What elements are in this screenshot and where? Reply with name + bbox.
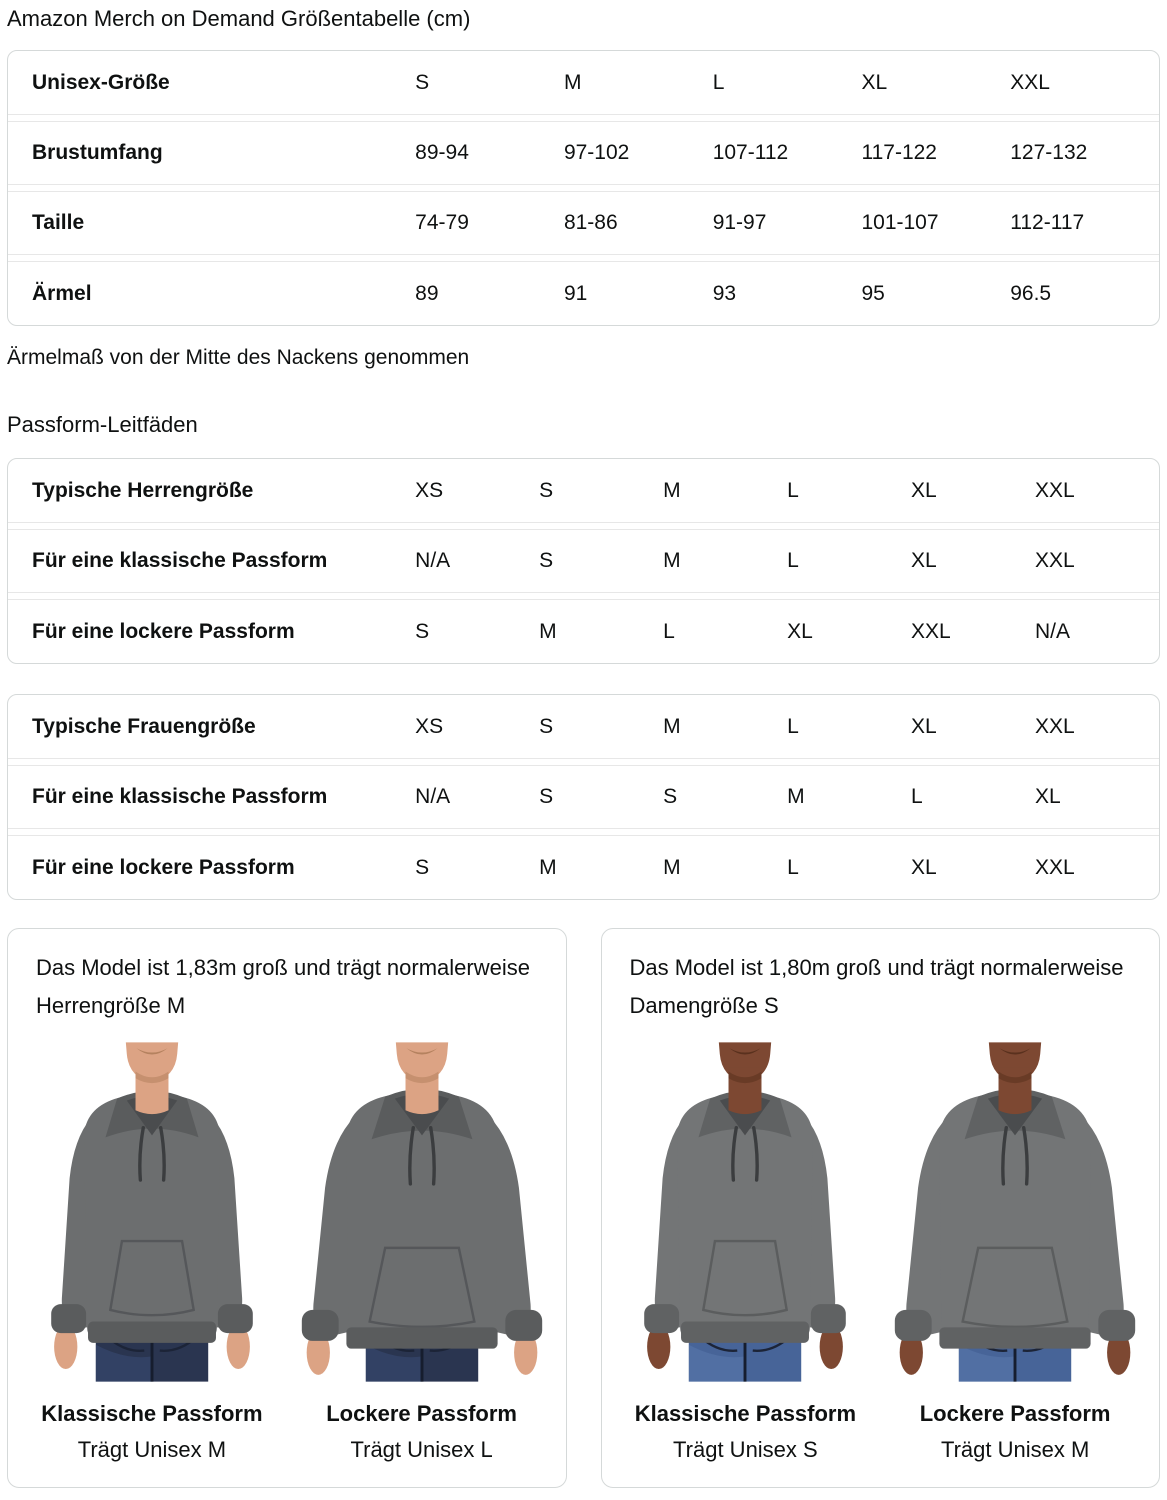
- sleeve-measure-note: Ärmelmaß von der Mitte des Nackens genommen: [7, 346, 470, 369]
- cell: XXL: [1035, 549, 1075, 572]
- fit-label: Lockere Passform: [919, 1401, 1111, 1426]
- row-label: Typische Herrengröße: [32, 478, 254, 502]
- male-model-card: [7, 928, 567, 1488]
- table-row: [8, 529, 1159, 593]
- row-label: Brustumfang: [32, 141, 163, 164]
- cell: M: [663, 549, 681, 572]
- fit-guides-heading: Passform-Leitfäden: [7, 412, 198, 437]
- fit-label: Klassische Passform: [41, 1401, 263, 1426]
- cell: S: [539, 785, 554, 808]
- table-row: [8, 835, 1159, 899]
- table-row: [8, 459, 1159, 523]
- cell: XL: [911, 855, 937, 879]
- fit-label: Lockere Passform: [326, 1401, 517, 1426]
- female-classic-fit-photo: [619, 1037, 871, 1387]
- model-cards: [7, 928, 1160, 1488]
- cell: L: [787, 714, 799, 738]
- cell: XXL: [1035, 478, 1075, 502]
- cell: N/A: [415, 785, 451, 808]
- table-row: [8, 695, 1159, 759]
- table-row: [8, 51, 1159, 115]
- cell: 89: [415, 281, 439, 305]
- male-classic-fit-photo: [26, 1037, 278, 1387]
- table-row: [8, 121, 1159, 185]
- row-label: Für eine lockere Passform: [32, 855, 295, 879]
- cell: S: [539, 714, 554, 738]
- cell: 91: [563, 281, 588, 305]
- cell: L: [712, 70, 725, 94]
- figure-classic-fit: [24, 1037, 280, 1463]
- cell: 93: [712, 281, 737, 305]
- cell: 127-132: [1010, 141, 1088, 164]
- female-loose-fit-photo: [889, 1037, 1141, 1387]
- women-fit-table: [7, 694, 1160, 900]
- table-row: [8, 765, 1159, 829]
- row-label: Taille: [32, 211, 85, 234]
- cell: S: [539, 549, 554, 572]
- female-model-card: [601, 928, 1161, 1488]
- cell: 81-86: [563, 211, 618, 234]
- size-worn-label: Trägt Unisex L: [350, 1437, 493, 1462]
- cell: XS: [415, 714, 444, 738]
- page-title: Amazon Merch on Demand Größentabelle (cm): [7, 6, 471, 31]
- cell: 107-112: [712, 141, 789, 164]
- row-label: Für eine lockere Passform: [32, 619, 295, 643]
- cell: L: [663, 619, 675, 643]
- fit-label: Klassische Passform: [634, 1401, 857, 1426]
- cell: XL: [861, 70, 888, 94]
- male-loose-fit-photo: [296, 1037, 548, 1387]
- card-heading: Das Model ist 1,80m groß und trägt normalerweise Damengröße S: [629, 955, 1124, 1018]
- row-label: Für eine klassische Passform: [32, 549, 328, 572]
- table-row: [8, 191, 1159, 255]
- cell: S: [415, 855, 430, 879]
- row-label: Unisex-Größe: [32, 70, 170, 94]
- cell: S: [539, 478, 554, 502]
- cell: M: [663, 714, 681, 738]
- size-worn-label: Trägt Unisex M: [77, 1437, 227, 1462]
- cell: XXL: [1035, 714, 1075, 738]
- cell: XXL: [1035, 855, 1075, 879]
- cell: N/A: [1035, 619, 1071, 643]
- figure-row: [24, 1037, 550, 1463]
- men-fit-table: [7, 458, 1160, 664]
- cell: M: [539, 855, 557, 879]
- cell: 95: [861, 281, 885, 305]
- cell: 89-94: [415, 141, 469, 164]
- table-row: [8, 599, 1159, 663]
- cell: M: [539, 619, 557, 643]
- card-heading: Das Model ist 1,83m groß und trägt normalerweise Herrengröße M: [36, 955, 530, 1018]
- figure-classic-fit: [618, 1037, 874, 1463]
- row-label: Für eine klassische Passform: [32, 785, 328, 808]
- cell: 97-102: [563, 141, 630, 164]
- cell: 96.5: [1010, 281, 1052, 305]
- cell: XL: [787, 619, 813, 643]
- cell: XL: [911, 478, 937, 502]
- cell: 117-122: [861, 141, 937, 164]
- cell: M: [563, 70, 582, 94]
- row-label: Typische Frauengröße: [32, 714, 256, 738]
- cell: L: [787, 478, 799, 502]
- cell: S: [663, 785, 678, 808]
- cell: XL: [911, 549, 937, 572]
- cell: XL: [911, 714, 937, 738]
- size-table: [7, 50, 1160, 326]
- cell: L: [787, 549, 799, 572]
- row-label: Ärmel: [32, 281, 92, 305]
- cell: M: [663, 855, 681, 879]
- cell: 112-117: [1010, 211, 1085, 234]
- cell: XXL: [1010, 70, 1050, 94]
- figure-row: [618, 1037, 1144, 1463]
- figure-loose-fit: [887, 1037, 1143, 1463]
- cell: M: [663, 478, 681, 502]
- cell: L: [911, 785, 923, 808]
- cell: XL: [1035, 785, 1061, 808]
- cell: 74-79: [415, 211, 469, 234]
- cell: L: [787, 855, 799, 879]
- size-worn-label: Trägt Unisex S: [673, 1437, 818, 1462]
- size-worn-label: Trägt Unisex M: [940, 1437, 1090, 1462]
- cell: 91-97: [712, 211, 767, 234]
- table-row: [8, 261, 1159, 325]
- cell: S: [415, 70, 430, 94]
- cell: M: [787, 785, 805, 808]
- cell: N/A: [415, 549, 451, 572]
- cell: S: [415, 619, 430, 643]
- cell: XS: [415, 478, 444, 502]
- figure-loose-fit: [294, 1037, 550, 1463]
- cell: 101-107: [861, 211, 939, 234]
- cell: XXL: [911, 619, 951, 643]
